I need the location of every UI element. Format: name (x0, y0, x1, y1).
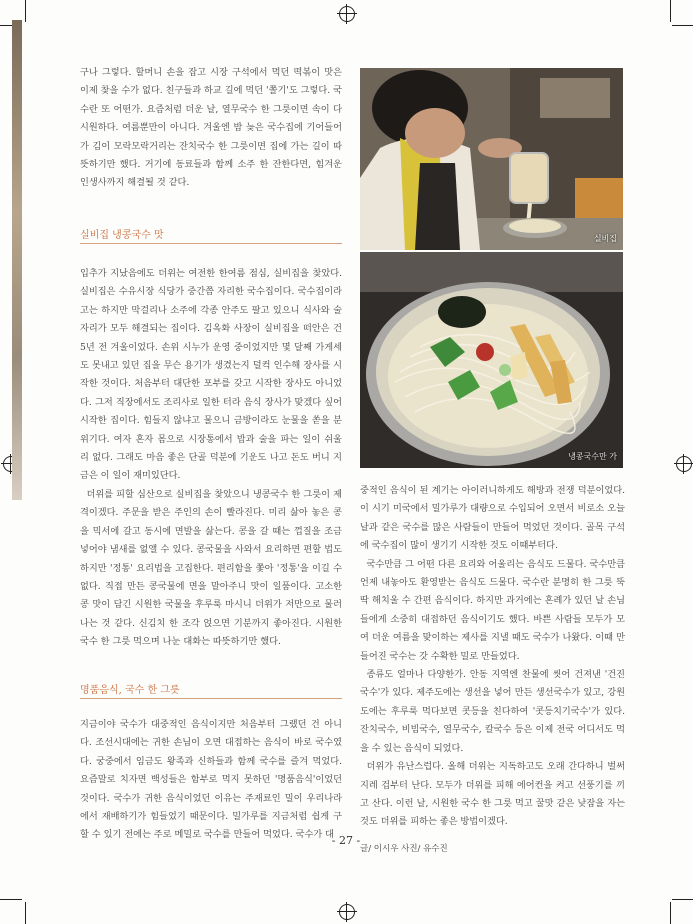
photo-cook-pouring-soy-milk (360, 68, 623, 250)
crop-line (25, 902, 26, 924)
paragraph: 입추가 지났음에도 더위는 여전한 한여름 점심, 실비집을 찾았다. 실비집은 수유시장 식당가 중간쯤 자리한 국수집이다. 국수집이라고는 하지만 막걸리나 소주에 각종 안주도 팔고 있으니 식사와 술자리가 모두 해결되는 집이다. 김옥화 사장이 실비집을 떠안은 건 5년 전 겨울이었다. 손위 시누가 운영 중이었지만 몇 달째 가게세도 못내고 있던 집을 무슨 용기가 생겼는지 덜컥 인수해 장사를 시작한 것이다. 처음부터 대단한 포부를 갖고 시작한 장사도 아니었다. 그저 직장에서도 조리사로 일한 터라 음식 장사가 맞겠다 싶어 시작한 집이다. 힘들지 않냐고 물으니 금방이라도 눈물을 쏟을 분위기다. 여자 혼자 몸으로 시장통에서 밥과 술을 파는 일이 쉬울 리 없다. 그래도 마음 좋은 단골 덕분에 기운도 나고 돈도 버니 지금은 이 일이 재미있단다. (80, 268, 342, 482)
page-number: - 27 - (331, 834, 361, 847)
paragraph: 더위를 피할 심산으로 실비집을 찾았으니 냉콩국수 한 그릇이 제격이겠다. 주문을 받은 주인의 손이 빨라진다. 미리 삶아 놓은 콩을 믹서에 갈고 동시에 면발을 삶는다. 콩을 갈 때는 껍질을 조금 넣어야 냄새를 없앨 수 있다. 콩국물을 사와서 요리하면 편할 법도 하지만 '정통' 요리법을 고집한다. 편리함을 쫓아 '정통'을 이길 수 없다. 직접 만든 콩국물에 면을 말아주니 맛이 일품이다. 고소한 콩 맛이 담긴 시원한 국물을 후루룩 마시니 더위가 저만으로 물러나는 것 같다. 신김치 한 조각 얹으면 기분까지 좋아진다. 시원한 국수 한 그릇 먹으며 나눈 대화는 따뜻하기만 했다. (80, 488, 342, 648)
page-spine-shadow (12, 20, 22, 500)
crop-line (670, 0, 671, 22)
crop-line (25, 0, 26, 22)
column-1-bottom (80, 716, 342, 845)
registration-mark-bottom (339, 904, 355, 920)
crop-line (0, 899, 22, 900)
photo-caption: 냉콩국수만 가 (568, 452, 617, 461)
heading-divider (80, 243, 342, 244)
crop-line (670, 902, 671, 924)
crop-line (672, 25, 693, 26)
column-2 (360, 482, 625, 858)
photo-caption: 실비집 (593, 234, 617, 243)
registration-mark-right (676, 456, 692, 472)
section-heading-1: 실비집 냉콩국수 맛 (80, 230, 164, 241)
paragraph: 더위가 유난스럽다. 올해 더위는 지독하고도 오래 간다하니 벌써 지레 겁부터 난다. 모두가 더위를 피해 에어컨을 켜고 선풍기를 끼고 산다. 이런 날, 시원한 국수 한 그릇 먹고 꿀맛 같은 낮잠을 자는 것도 더위를 피하는 좋은 방법이겠다. (360, 761, 625, 828)
paragraph: 중적인 음식이 된 계기는 아이러니하게도 해방과 전쟁 덕분이었다. 이 시기 미국에서 밀가루가 대량으로 수입되어 오면서 비로소 오늘날과 같은 국수를 많은 사람들이 만들어 먹었던 것이다. 골목 구석에 국수집이 많이 생기기 시작한 것도 이때부터다. (360, 485, 625, 552)
paragraph: 종류도 얼마나 다양한가. 안동 지역엔 찬물에 씻어 건져낸 '건진국수'가 있다. 제주도에는 생선을 넣어 만든 생선국수가 있고, 강원도에는 후루룩 먹다보면 콧등을 친다하여 '콧등치기국수'가 있다. 잔치국수, 비빔국수, 열무국수, 칼국수 등은 이제 전국 어디서도 먹을 수 있는 음식이 되었다. (360, 669, 625, 754)
registration-mark-top (339, 6, 355, 22)
author-credit: 글/ 이시우 사진/ 유수진 (360, 843, 448, 854)
photo-cold-noodle-bowl (360, 252, 623, 468)
paragraph: 지금이야 국수가 대중적인 음식이지만 처음부터 그랬던 건 아니다. 조선시대에는 귀한 손님이 오면 대접하는 음식이 바로 국수였다. 궁중에서 임금도 왕족과 신하들과 함께 국수를 즐겨 먹었다. 요즘말로 치자면 백성들은 함부로 먹지 못하던 '명품음식'이었던 것이다. 국수가 귀한 음식이었던 이유는 주재료인 밀이 우리나라에서 재배하기가 힘들었기 때문이다. 밀가루를 지금처럼 쉽게 구할 수 있기 전에는 주로 메밀로 국수를 만들어 먹었다. 국수가 대 (80, 719, 342, 841)
column-1-top (80, 64, 342, 193)
column-1-mid (80, 265, 342, 652)
paragraph: 구나 그렇다. 할머니 손을 잡고 시장 구석에서 먹던 떡볶이 맛은 이제 찾을 수가 없다. 친구들과 하교 길에 먹던 '쫄기'도 그렇다. 국수란 또 어떤가. 요즘처럼 더운 날, 열무국수 한 그릇이면 속이 다 시원하다. 여름뿐만이 아니다. 겨울엔 밤 늦은 국수집에 기어들어가 김이 모락모락거리는 잔치국수 한 그릇이면 집에 가는 길이 따뜻하기만 했다. 거기에 동료들과 함께 소주 한 잔한다면, 힘겨운 인생사까지 해결될 것 같다. (80, 67, 342, 189)
section-heading-2: 명품음식, 국수 한 그릇 (80, 685, 180, 696)
paragraph: 국수만큼 그 어떤 다른 요리와 어울리는 음식도 드물다. 국수만큼 언제 내놓아도 환영받는 음식도 드물다. 국수란 분명히 한 그릇 뚝딱 해치울 수 간편 음식이다. 하지만 과거에는 혼례가 있던 날 손님들에게 소중히 대접하던 음식이기도 했다. 바쁜 사람들 모두가 모여 더운 여름을 맞이하는 제사를 지낼 때도 국수가 나왔다. 이때 만들어진 국수는 갓 수확한 밀로 만들었다. (360, 558, 625, 662)
crop-line (672, 899, 693, 900)
heading-divider (80, 698, 342, 699)
